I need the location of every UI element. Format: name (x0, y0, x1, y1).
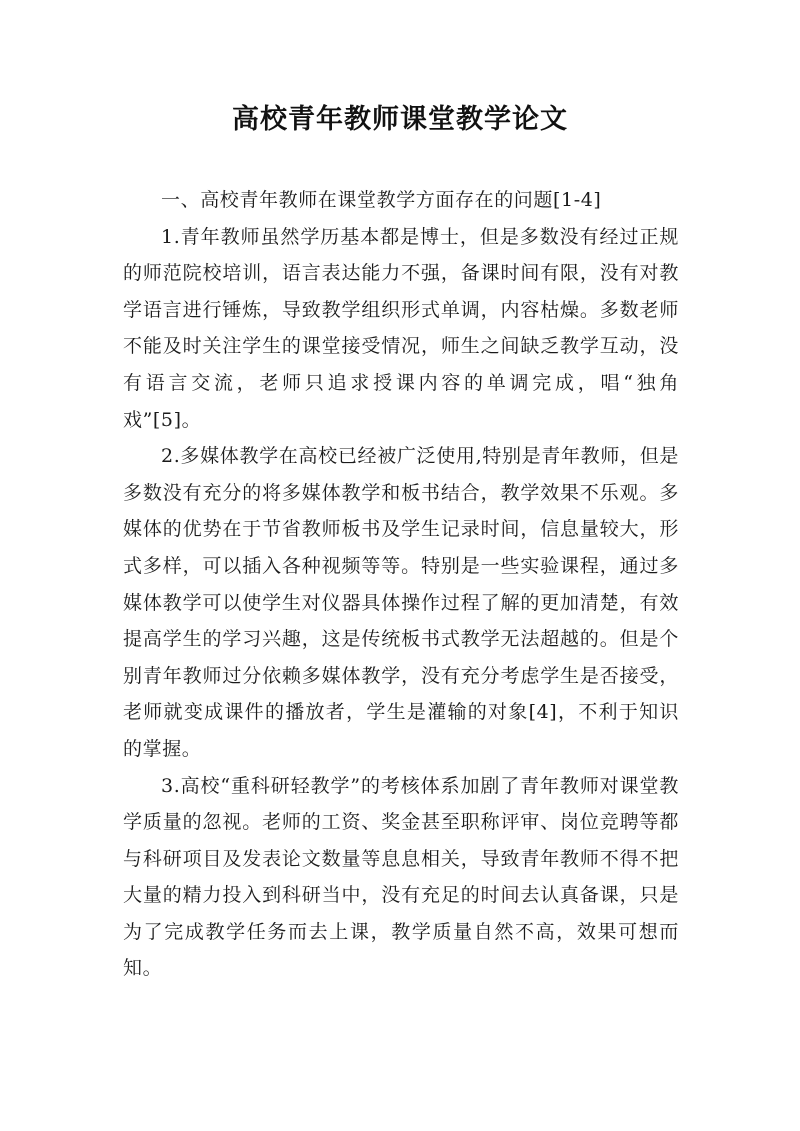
document-body (123, 182, 679, 987)
paragraph-1: 1.青年教师虽然学历基本都是博士，但是多数没有经过正规的师范院校培训，语言表达能力不强，备课时间有限，没有对教学语言进行锤炼，导致教学组织形式单调，内容枯燥。多数老师不能及时关注学生的课堂接受情况，师生之间缺乏教学互动，没有语言交流，老师只追求授课内容的单调完成，唱“独角戏”[5]。 (123, 225, 679, 431)
paragraph-2: 2.多媒体教学在高校已经被广泛使用,特别是青年教师，但是多数没有充分的将多媒体教学和板书结合，教学效果不乐观。多媒体的优势在于节省教师板书及学生记录时间，信息量较大，形式多样，可以插入各种视频等等。特别是一些实验课程，通过多媒体教学可以使学生对仪器具体操作过程了解的更加清楚，有效提高学生的学习兴趣，这是传统板书式教学无法超越的。但是个别青年教师过分依赖多媒体教学，没有充分考虑学生是否接受，老师就变成课件的播放者，学生是灌输的对象[4]，不利于知识的掌握。 (123, 445, 679, 760)
section-heading: 一、高校青年教师在课堂教学方面存在的问题[1-4] (161, 189, 602, 211)
document-title: 高校青年教师课堂教学论文 (232, 104, 568, 135)
paragraph-3: 3.高校“重科研轻教学”的考核体系加剧了青年教师对课堂教学质量的忽视。老师的工资、奖金甚至职称评审、岗位竞聘等都与科研项目及发表论文数量等息息相关，导致青年教师不得不把大量的精力投入到科研当中，没有充足的时间去认真备课，只是为了完成教学任务而去上课，教学质量自然不高，效果可想而知。 (123, 774, 679, 980)
